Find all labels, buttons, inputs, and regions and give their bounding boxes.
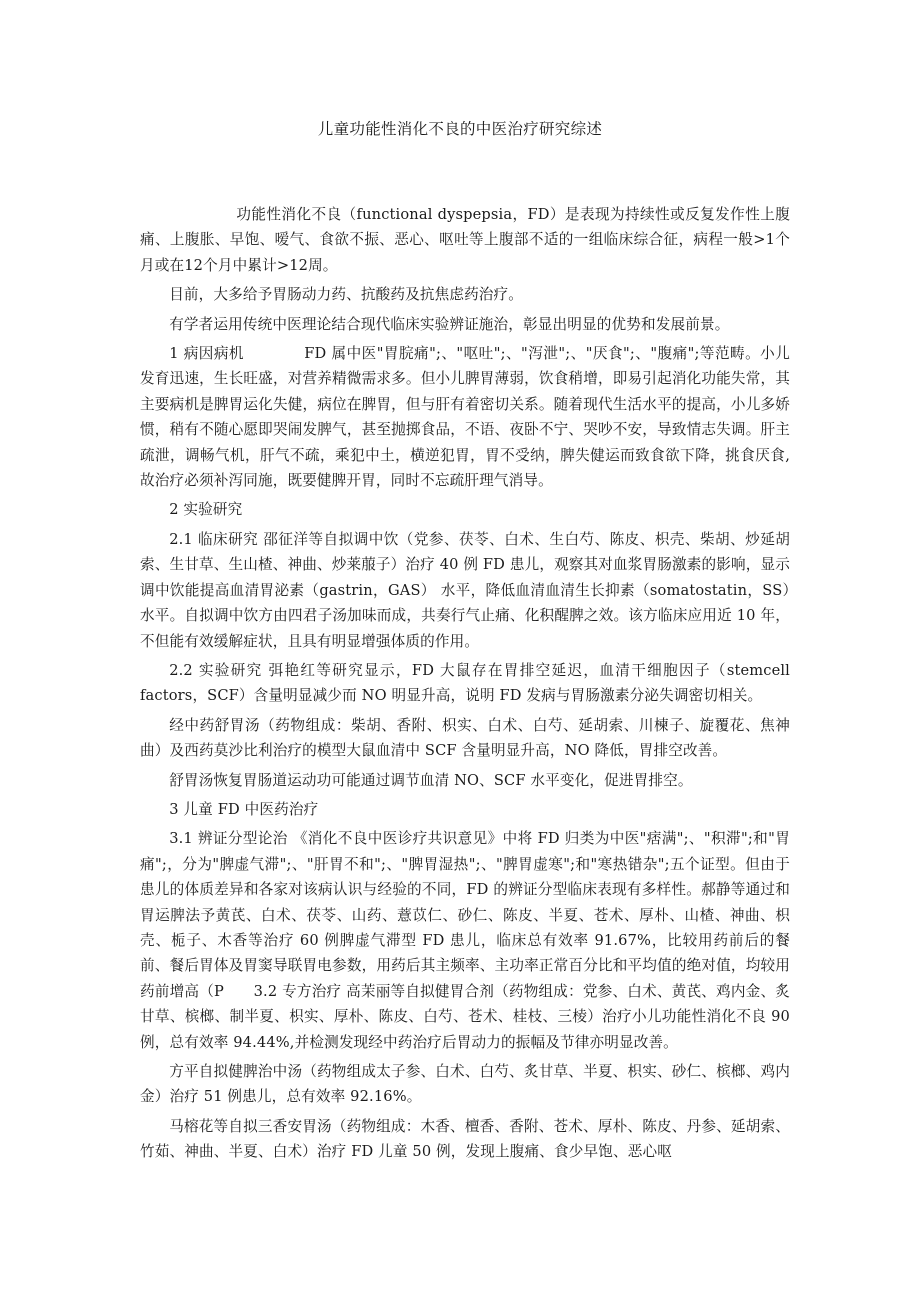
paragraph-experimental-study: 2.2 实验研究 弭艳红等研究显示，FD 大鼠存在胃排空延迟，血清干细胞因子（stemcell factors，SCF）含量明显减少而 NO 明显升高，说明 FD 发病与胃肠激素分泌失调密切相关。 — [140, 661, 790, 705]
section-heading-experimental: 2 实验研究 — [169, 501, 243, 519]
paragraph-intro: 功能性消化不良（functional dyspepsia，FD）是表现为持续性或反复发作性上腹痛、上腹胀、早饱、嗳气、食欲不振、恶心、呕吐等上腹部不适的一组临床综合征，病程一般>1个月或在12个月中累计>12周。 — [140, 206, 790, 274]
paragraph-current-treatment: 目前，大多给予胃肠动力药、抗酸药及抗焦虑药治疗。 — [169, 286, 524, 304]
paragraph-shuwei-decoction: 经中药舒胃汤（药物组成：柴胡、香附、枳实、白术、白芍、延胡索、川楝子、旋覆花、焦神曲）及西药莫沙比利治疗的模型大鼠血清中 SCF 含量明显升高，NO 降低，胃排空改善。 — [140, 716, 790, 760]
document-title: 儿童功能性消化不良的中医治疗研究综述 — [317, 120, 603, 138]
document-body — [140, 202, 790, 1169]
paragraph-tcm-approach: 有学者运用传统中医理论结合现代临床实验辨证施治，彰显出明显的优势和发展前景。 — [169, 315, 730, 333]
paragraph-syndrome-differentiation: 3.1 辨证分型论治 《消化不良中医诊疗共识意见》中将 FD 归类为中医"痞满";、"积滞";和"胃痛";，分为"脾虚气滞";、"肝胃不和";、"脾胃湿热";、"脾胃虚寒";和"寒热错杂";五个证型。但由于患儿的体质差异和各家对该病认识与经验的不同，FD 的辨证分型临床表现有多样性。郝静等通过和胃运脾法予黄芪、白术、茯苓、山药、薏苡仁、砂仁、陈皮、半夏、苍术、厚朴、山楂、神曲、枳壳、栀子、木香等治疗 60 例脾虚气滞型 FD 患儿，临床总有效率 91.67%，比较用药前后的餐前、餐后胃体及胃窦导联胃电参数，用药后其主频率、主功率正常百分比和平均值的绝对值，均较用药前增高（P 3.2 专方治疗 高茉丽等自拟健胃合剂（药物组成：党参、白术、黄芪、鸡内金、炙甘草、槟榔、制半夏、枳实、厚朴、陈皮、白芍、苍术、桂枝、三棱）治疗小儿功能性消化不良 90 例，总有效率 94.44%,并检测发现经中药治疗后胃动力的振幅及节律亦明显改善。 — [140, 830, 790, 1051]
paragraph-maronghua: 马榕花等自拟三香安胃汤（药物组成：木香、檀香、香附、苍术、厚朴、陈皮、丹参、延胡索、竹茹、神曲、半夏、白术）治疗 FD 儿童 50 例，发现上腹痛、食少早饱、恶心呕 — [140, 1117, 790, 1161]
paragraph-clinical-study: 2.1 临床研究 邵征洋等自拟调中饮（党参、茯苓、白术、生白芍、陈皮、枳壳、柴胡、炒延胡索、生甘草、生山楂、神曲、炒莱菔子）治疗 40 例 FD 患儿，观察其对血浆胃肠激素的影响，显示调中饮能提高血清胃泌素（gastrin，GAS） 水平，降低血清血清生长抑素（somatostatin，SS）水平。自拟调中饮方由四君子汤加味而成，共奏行气止痛、化积醒脾之效。该方临床应用近 10 年，不但能有效缓解症状，且具有明显增强体质的作用。 — [140, 530, 790, 650]
paragraph-fangping: 方平自拟健脾治中汤（药物组成太子参、白术、白芍、炙甘草、半夏、枳实、砂仁、槟榔、鸡内金）治疗 51 例患儿，总有效率 92.16%。 — [140, 1063, 790, 1106]
section-heading-treatment: 3 儿童 FD 中医药治疗 — [169, 800, 319, 818]
paragraph-gastric-emptying: 舒胃汤恢复胃肠道运动功可能通过调节血清 NO、SCF 水平变化，促进胃排空。 — [169, 771, 693, 789]
paragraph-etiology: 1 病因病机 FD 属中医"胃脘痛";、"呕吐";、"泻泄";、"厌食";、"腹痛";等范畴。小儿发育迅速，生长旺盛，对营养精微需求多。但小儿脾胃薄弱，饮食稍增，即易引起消化功能失常，其主要病机是脾胃运化失健，病位在脾胃，但与肝有着密切关系。随着现代生活水平的提高，小儿多娇惯，稍有不随心愿即哭闹发脾气，甚至抛掷食品，不语、夜卧不宁、哭吵不安，导致情志失调。肝主疏泄，调畅气机，肝气不疏，乘犯中土，横逆犯胃，胃不受纳，脾失健运而致食欲下降，挑食厌食,故治疗必须补泻同施，既要健脾开胃，同时不忘疏肝理气消导。 — [140, 345, 790, 490]
